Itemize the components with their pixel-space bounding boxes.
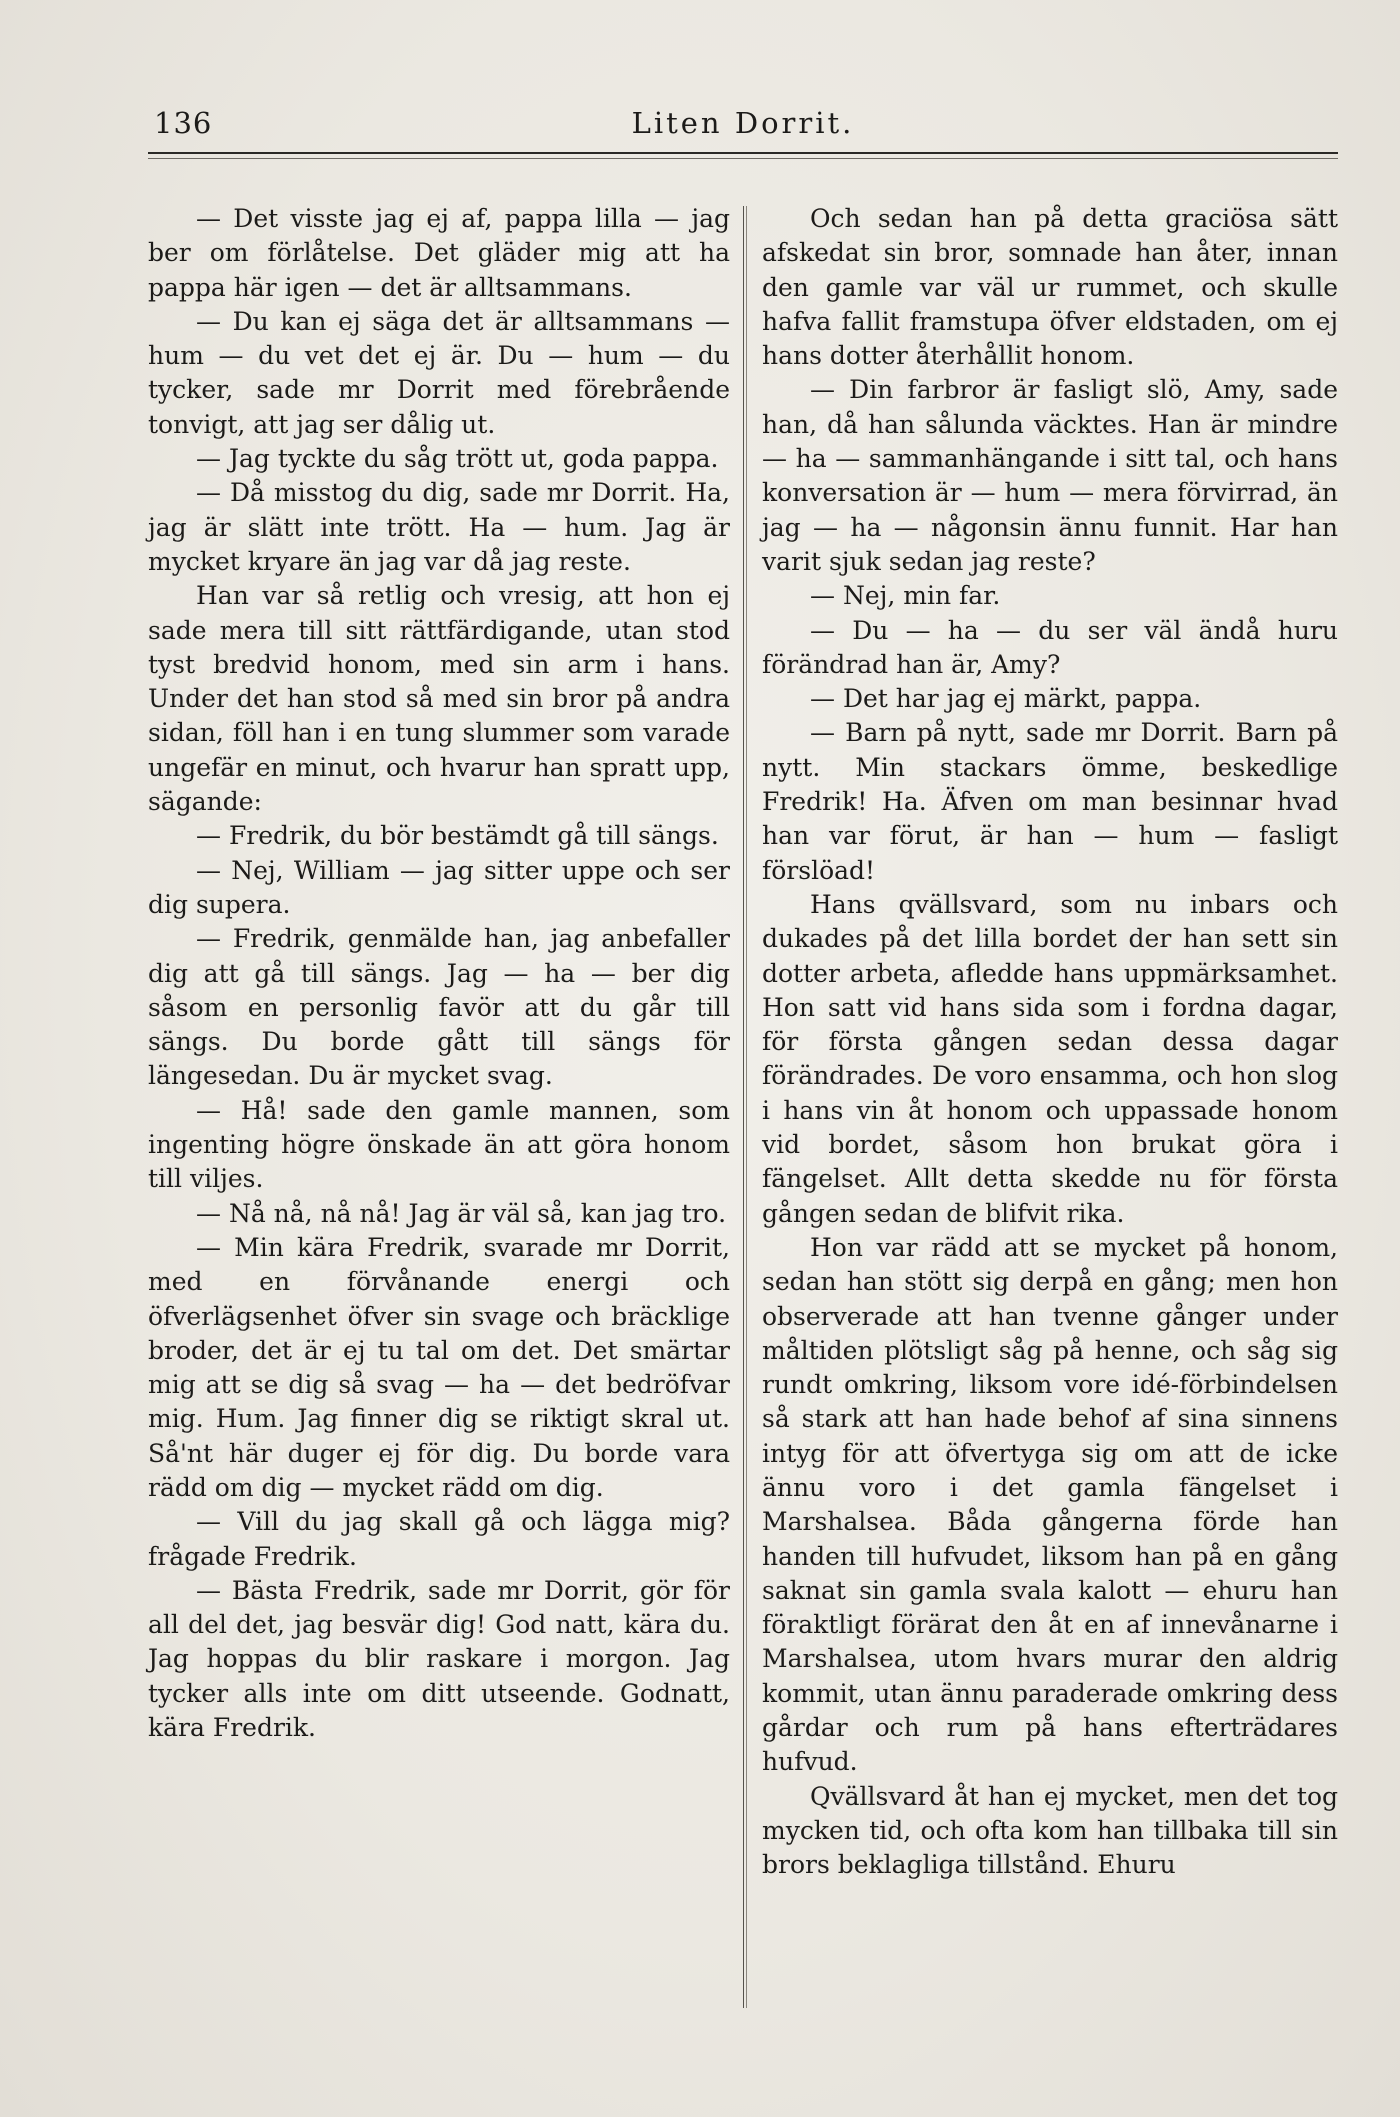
right-column — [762, 202, 1338, 1883]
paragraph: — Min kära Fredrik, svarade mr Dorrit, med en förvånande energi och öfverlägsenhet öfver sin svage och bräcklige broder, det är ej tu tal om det. Det smärtar mig att se dig så svag — ha — det bedröfvar mig. Hum. Jag finner dig se riktigt skral ut. Så'nt här duger ej för dig. Du borde vara rädd om dig — mycket rädd om dig. — [148, 1232, 730, 1502]
paragraph: — Du kan ej säga det är alltsammans — hum — du vet det ej är. Du — hum — du tycker, sade mr Dorrit med förebrående tonvigt, att jag ser dålig ut. — [148, 306, 730, 439]
paragraph: — Nej, min far. — [810, 581, 1001, 611]
paragraph: Qvällsvard åt han ej mycket, men det tog mycken tid, och ofta kom han tillbaka till sin brors beklagliga tillstånd. Ehuru — [762, 1781, 1338, 1880]
paragraph: Han var så retlig och vresig, att hon ej sade mera till sitt rättfärdigande, utan stod tyst bredvid honom, med sin arm i hans. Under det han stod så med sin bror på andra sidan, föll han i en tung slummer som varade ungefär en minut, och hvarur han spratt upp, sägande: — [148, 581, 730, 817]
header-rule-thin — [148, 158, 1338, 159]
paragraph: — Fredrik, genmälde han, jag anbefaller dig att gå till sängs. Jag — ha — ber dig såsom en personlig favör att du går till sängs. Du borde gått till sängs för längesedan. Du är mycket svag. — [148, 924, 730, 1091]
paragraph: — Fredrik, du bör bestämdt gå till sängs. — [196, 821, 719, 851]
paragraph: — Vill du jag skall gå och lägga mig? frågade Fredrik. — [148, 1507, 730, 1571]
page-header — [148, 106, 1338, 146]
left-column — [148, 202, 730, 1745]
paragraph: — Det visste jag ej af, pappa lilla — jag ber om förlåtelse. Det gläder mig att ha pappa här igen — det är alltsammans. — [148, 204, 730, 302]
paragraph: — Hå! sade den gamle mannen, som ingenting högre önskade än att göra honom till viljes. — [148, 1095, 730, 1194]
paragraph: — Din farbror är fasligt slö, Amy, sade han, då han sålunda väcktes. Han är mindre — ha — sammanhängande i sitt tal, och hans konversation är — hum — mera förvirrad, än jag — ha — någonsin ännu funnit. Har han varit sjuk sedan jag reste? — [762, 375, 1338, 576]
paragraph: — Nej, William — jag sitter uppe och ser dig supera. — [148, 855, 730, 919]
paragraph: Hon var rädd att se mycket på honom, sedan han stött sig derpå en gång; men hon observerade att han tvenne gånger under måltiden plötsligt såg på henne, och såg sig rundt omkring, liksom vore idé-förbindelsen så stark att han hade behof af sina sinnens intyg för att öfvertyga sig om att de icke ännu voro i det gamla fängelset i Marshalsea. Båda gångerna förde han handen till hufvudet, liksom han på en gång saknat sin gamla svala kalott — ehuru han föraktligt förärat den åt en af innevånarne i Marshalsea, utom hvars murar den aldrig kommit, utan ännu paraderade omkring dess gårdar och rum på hans efterträdares hufvud. — [762, 1232, 1338, 1777]
header-rule — [148, 152, 1338, 154]
paragraph: — Jag tyckte du såg trött ut, goda pappa. — [196, 444, 719, 474]
paragraph: — Då misstog du dig, sade mr Dorrit. Ha, jag är slätt inte trött. Ha — hum. Jag är mycket kryare än jag var då jag reste. — [148, 478, 730, 576]
page-number: 136 — [154, 106, 213, 140]
paragraph: Hans qvällsvard, som nu inbars och dukades på det lilla bordet der han sett sin dotter arbeta, afledde hans uppmärksamhet. Hon satt vid hans sida som i fordna dagar, för första gången sedan dessa dagar förändrades. De voro ensamma, och hon slog i hans vin åt honom och uppassade honom vid bordet, såsom hon brukat göra i fängelset. Allt detta skedde nu för första gången sedan de blifvit rika. — [762, 889, 1338, 1228]
paragraph: Och sedan han på detta graciösa sätt afskedat sin bror, somnade han åter, innan den gamle var väl ur rummet, och skulle hafva fallit framstupa öfver eldstaden, om ej hans dotter återhållit honom. — [762, 204, 1338, 371]
paragraph: — Barn på nytt, sade mr Dorrit. Barn på nytt. Min stackars ömme, beskedlige Fredrik! Ha. Äfven om man besinnar hvad han var förut, är han — hum — fasligt förslöad! — [762, 718, 1338, 885]
column-divider-secondary — [746, 206, 747, 2008]
paragraph: — Det har jag ej märkt, pappa. — [810, 684, 1202, 714]
paragraph: — Nå nå, nå nå! Jag är väl så, kan jag tro. — [196, 1198, 727, 1228]
column-divider — [743, 206, 744, 2008]
paragraph: — Du — ha — du ser väl ändå huru förändrad han är, Amy? — [762, 615, 1338, 679]
paragraph: — Bästa Fredrik, sade mr Dorrit, gör för all del det, jag besvär dig! God natt, kära du. Jag hoppas du blir raskare i morgon. Jag tycker alls inte om ditt utseende. Godnatt, kära Fredrik. — [148, 1575, 730, 1743]
running-title: Liten Dorrit. — [631, 106, 855, 140]
